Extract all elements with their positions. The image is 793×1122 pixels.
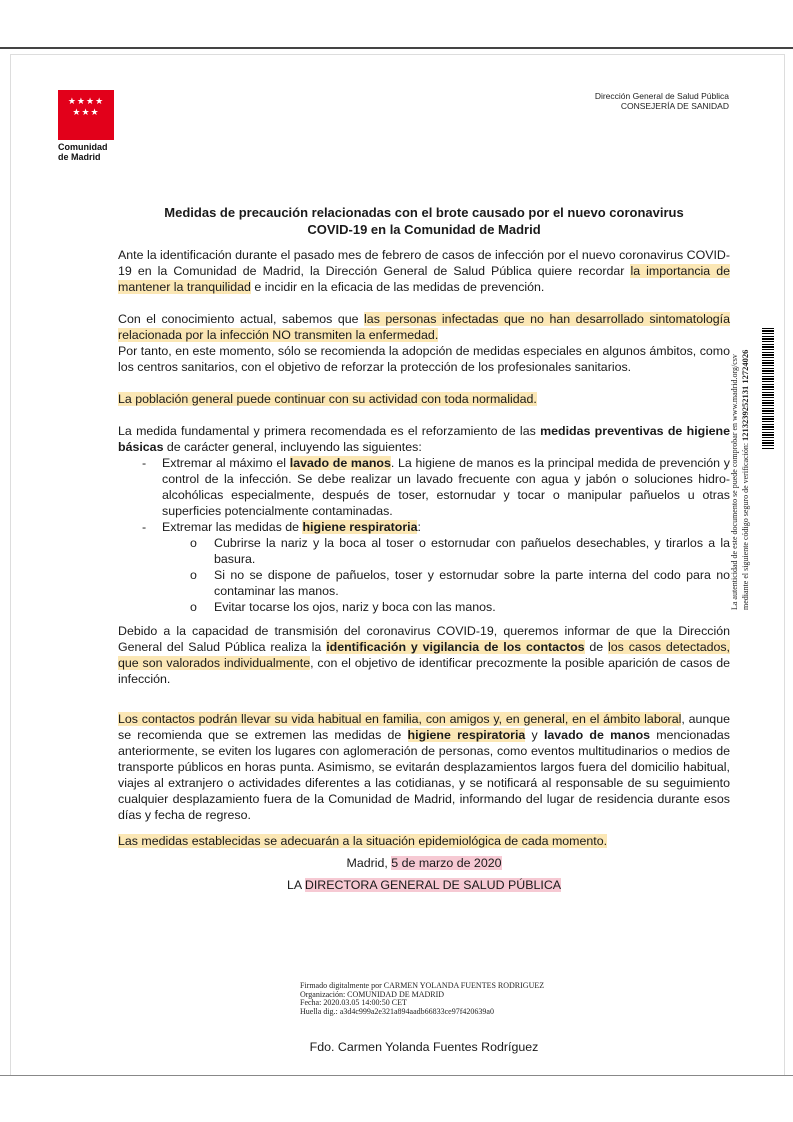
paragraph-3: La población general puede continuar con su actividad con toda normalidad. <box>118 392 537 406</box>
paragraph-4: La medida fundamental y primera recomendada es el reforzamiento de las medidas preventivas de higiene básicas de carácter general, incluyendo las siguientes: <box>118 424 730 454</box>
header-organization <box>595 91 729 111</box>
title-line2: COVID-19 en la Comunidad de Madrid <box>307 222 541 237</box>
viewer-top-area <box>0 0 793 48</box>
list-item: o Cubrirse la nariz y la boca al toser o estornudar con pañuelos desechables, y tirarlos a la basura. <box>190 536 730 566</box>
document-title <box>118 204 730 238</box>
bullet-respiratory-hygiene: - Extremar las medidas de higiene respiratoria: <box>142 520 421 534</box>
barcode <box>762 328 774 450</box>
paragraph-1: Ante la identificación durante el pasado mes de febrero de casos de infección por el nuevo coronavirus COVID-19 en la Comunidad de Madrid, la Dirección General de Salud Pública quiere recordar la importancia de mantener la tranquilidad e incidir en la eficacia de las medidas de prevención. <box>118 248 731 294</box>
paragraph-6: Los contactos podrán llevar su vida habitual en familia, con amigos y, en general, en el ámbito laboral, aunque se recomienda que se extremen las medidas de higiene respiratoria y lavado de manos mencionadas anteriormente, se eviten los lugares con aglomeración de personas, como eventos multitudinarios o medios de transporte públicos en horas punta. Asimismo, se evitarán desplazamientos largos fuera del domicilio habitual, viajes al extranjero o actividades diferentes a las cotidianas, y se notificará al responsable de su seguimiento cualquier desplazamiento fuera de la Comunidad de Madrid, informando del lugar de residencia durante esos días y fecha de regreso. <box>118 712 730 822</box>
title-line1: Medidas de precaución relacionadas con el brote causado por el nuevo coronavirus <box>164 205 684 220</box>
star-icons: ★★★★ ★★★ <box>67 97 105 118</box>
list-item: o Evitar tocarse los ojos, nariz y boca con las manos. <box>190 600 496 614</box>
logo-flag <box>58 90 114 140</box>
list-item: o Si no se dispone de pañuelos, toser y estornudar sobre la parte interna del codo para no contaminar las manos. <box>190 568 730 598</box>
closing-date: Madrid, 5 de marzo de 2020 <box>346 856 502 870</box>
logo-name: Comunidad de Madrid <box>58 142 108 162</box>
header-org-line1: Dirección General de Salud Pública <box>594 91 729 101</box>
closing-signer-title: LA DIRECTORA GENERAL DE SALUD PÚBLICA <box>286 878 562 892</box>
signed-by: Fdo. Carmen Yolanda Fuentes Rodríguez <box>309 1040 539 1054</box>
document-body <box>118 247 730 893</box>
comunidad-madrid-logo <box>58 90 118 162</box>
viewer-bottom-divider <box>0 1075 793 1076</box>
viewer-divider <box>0 47 793 49</box>
digital-signature: Firmado digitalmente por CARMEN YOLANDA FUENTES RODRIGUEZ Organización: COMUNIDAD DE MADRID Fecha: 2020.03.05 14:00:50 CET Huella dig.: a3d4c999a2e321a894aadb66833ce97f420639a0 <box>300 981 545 1016</box>
header-org-line2: CONSEJERÍA DE SANIDAD <box>620 101 729 111</box>
verification-text: La autenticidad de este documento se puede comprobar en www.madrid.org/csv mediante el siguiente código seguro de verificación: 1213239252131 12724026 <box>730 349 750 610</box>
paragraph-2: Con el conocimiento actual, sabemos que las personas infectadas que no han desarrollado sintomatología relacionada por la infección NO transmiten la enfermedad. Por tanto, en este momento, sólo se recomienda la adopción de medidas especiales en algunos ámbitos, como los centros sanitarios, con el objetivo de reforzar la protección de los profesionales sanitarios. <box>118 312 730 374</box>
paragraph-7: Las medidas establecidas se adecuarán a la situación epidemiológica de cada momento. <box>118 834 608 848</box>
paragraph-5: Debido a la capacidad de transmisión del coronavirus COVID-19, queremos informar de que la Dirección General del Salud Pública realiza la identificación y vigilancia de los contactos de los casos detectados, que son valorados individualmente, con el objetivo de identificar precozmente la posible aparición de casos de infección. <box>118 624 730 686</box>
bullet-hand-washing: - Extremar al máximo el lavado de manos. La higiene de manos es la principal medida de prevención y control de la infección. Se debe realizar un lavado frecuente con agua y jabón o soluciones hidro-alcohólicas especialmente, después de toser, estornudar y tocar o manipular pañuelos u otras superficies potencialmente contaminadas. <box>142 456 730 518</box>
